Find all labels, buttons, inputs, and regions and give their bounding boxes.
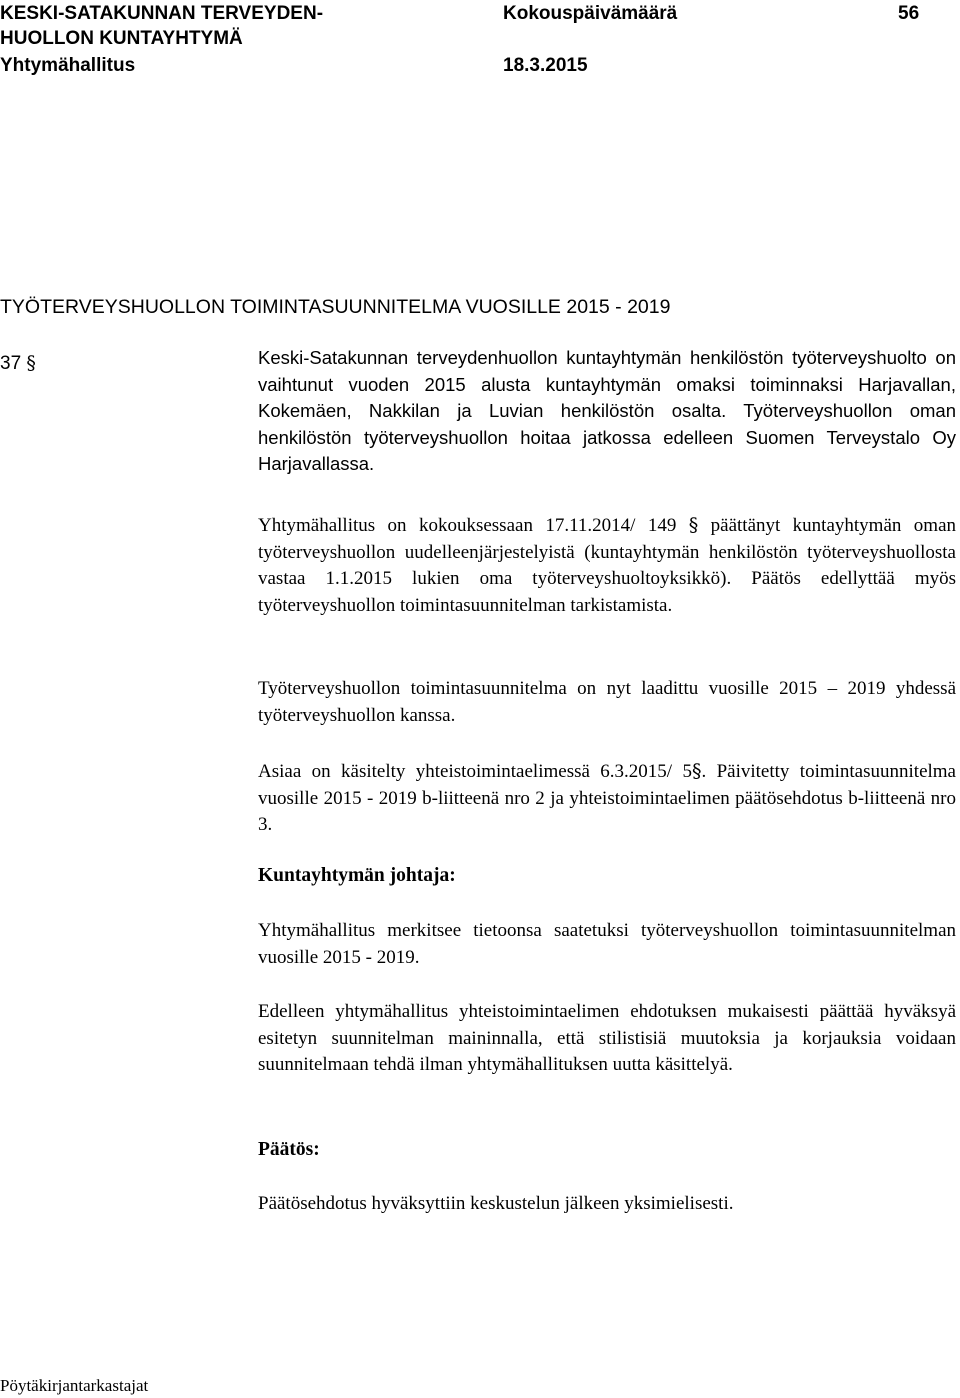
- paragraph-6: Edelleen yhtymähallitus yhteistoimintaelimen ehdotuksen mukaisesti päättää hyväksyä esitetyn suunnitelman maininnalla, että stilistisiä muutoksia ja korjauksia voidaan suunnitelmaan tehdä ilman yhtymähallituksen uutta käsittelyä.: [258, 1001, 956, 1075]
- paragraph-2b-text: päättänyt kuntayhtymän oman työterveyshuollon uudelleenjärjestelyistä (kuntayhtymän henkilöstön työterveyshuollosta vastaa 1.1.2015 lukien oma työterveyshuoltoyksikkö). Päätös edellyttää myös työterveyshuollon toimintasuunnitelman tarkistamista.: [258, 515, 956, 616]
- section-sign: §: [26, 352, 36, 374]
- paragraph-1b-text: Työterveyshuollon oman henkilöstön työterveyshuollon hoitaa jatkossa edelleen Suomen Terveystalo Oy Harjavallassa.: [258, 400, 956, 474]
- org-name-line1: KESKI-SATAKUNNAN TERVEYDEN-: [0, 3, 324, 24]
- section-number-value: 37: [0, 353, 22, 374]
- section-number: [0, 352, 36, 375]
- page-number: 56: [898, 3, 920, 24]
- heading-director: Kuntayhtymän johtaja:: [258, 865, 456, 886]
- paragraph-2: [258, 512, 956, 619]
- paragraph-3: Työterveyshuollon toimintasuunnitelma on nyt laadittu vuosille 2015 – 2019 yhdessä työterveyshuollon kanssa.: [258, 678, 956, 726]
- paragraph-2a-text: Yhtymähallitus on kokouksessaan 17.11.2014/ 149: [258, 515, 677, 536]
- heading-decision: Päätös:: [258, 1139, 320, 1160]
- section-title: TYÖTERVEYSHUOLLON TOIMINTASUUNNITELMA VUOSILLE 2015 - 2019: [0, 296, 671, 318]
- paragraph-4b-text: . Päivitetty toimintasuunnitelma vuosille 2015 - 2019 b-liitteenä nro 2 ja yhteistoimintaelimen päätösehdotus b-liitteenä nro 3.: [258, 761, 956, 835]
- section-sign: §: [688, 514, 699, 536]
- paragraph-7: Päätösehdotus hyväksyttiin keskustelun jälkeen yksimielisesti.: [258, 1193, 734, 1214]
- footer-label: Pöytäkirjantarkastajat: [0, 1376, 149, 1395]
- meeting-date: 18.3.2015: [503, 55, 588, 76]
- paragraph-5: Yhtymähallitus merkitsee tietoonsa saatetuksi työterveyshuollon toimintasuunnitelman vuosille 2015 - 2019.: [258, 920, 956, 968]
- date-label: Kokouspäivämäärä: [503, 3, 678, 24]
- section-sign: §: [691, 760, 702, 782]
- paragraph-1-text: Keski-Satakunnan terveydenhuollon kuntayhtymän henkilöstön työterveyshuolto on vaihtunut vuoden 2015 alusta kuntayhtymän omaksi toiminnaksi Harjavallan, Kokemäen, Nakkilan ja Luvian henkilöstön osalta.: [258, 347, 956, 421]
- body-name: Yhtymähallitus: [0, 55, 136, 76]
- paragraph-1: [258, 345, 956, 478]
- paragraph-4: [258, 758, 956, 839]
- paragraph-4a-text: Asiaa on käsitelty yhteistoimintaelimessä 6.3.2015/ 5: [258, 761, 692, 782]
- org-name-line2: HUOLLON KUNTAYHTYMÄ: [0, 28, 243, 49]
